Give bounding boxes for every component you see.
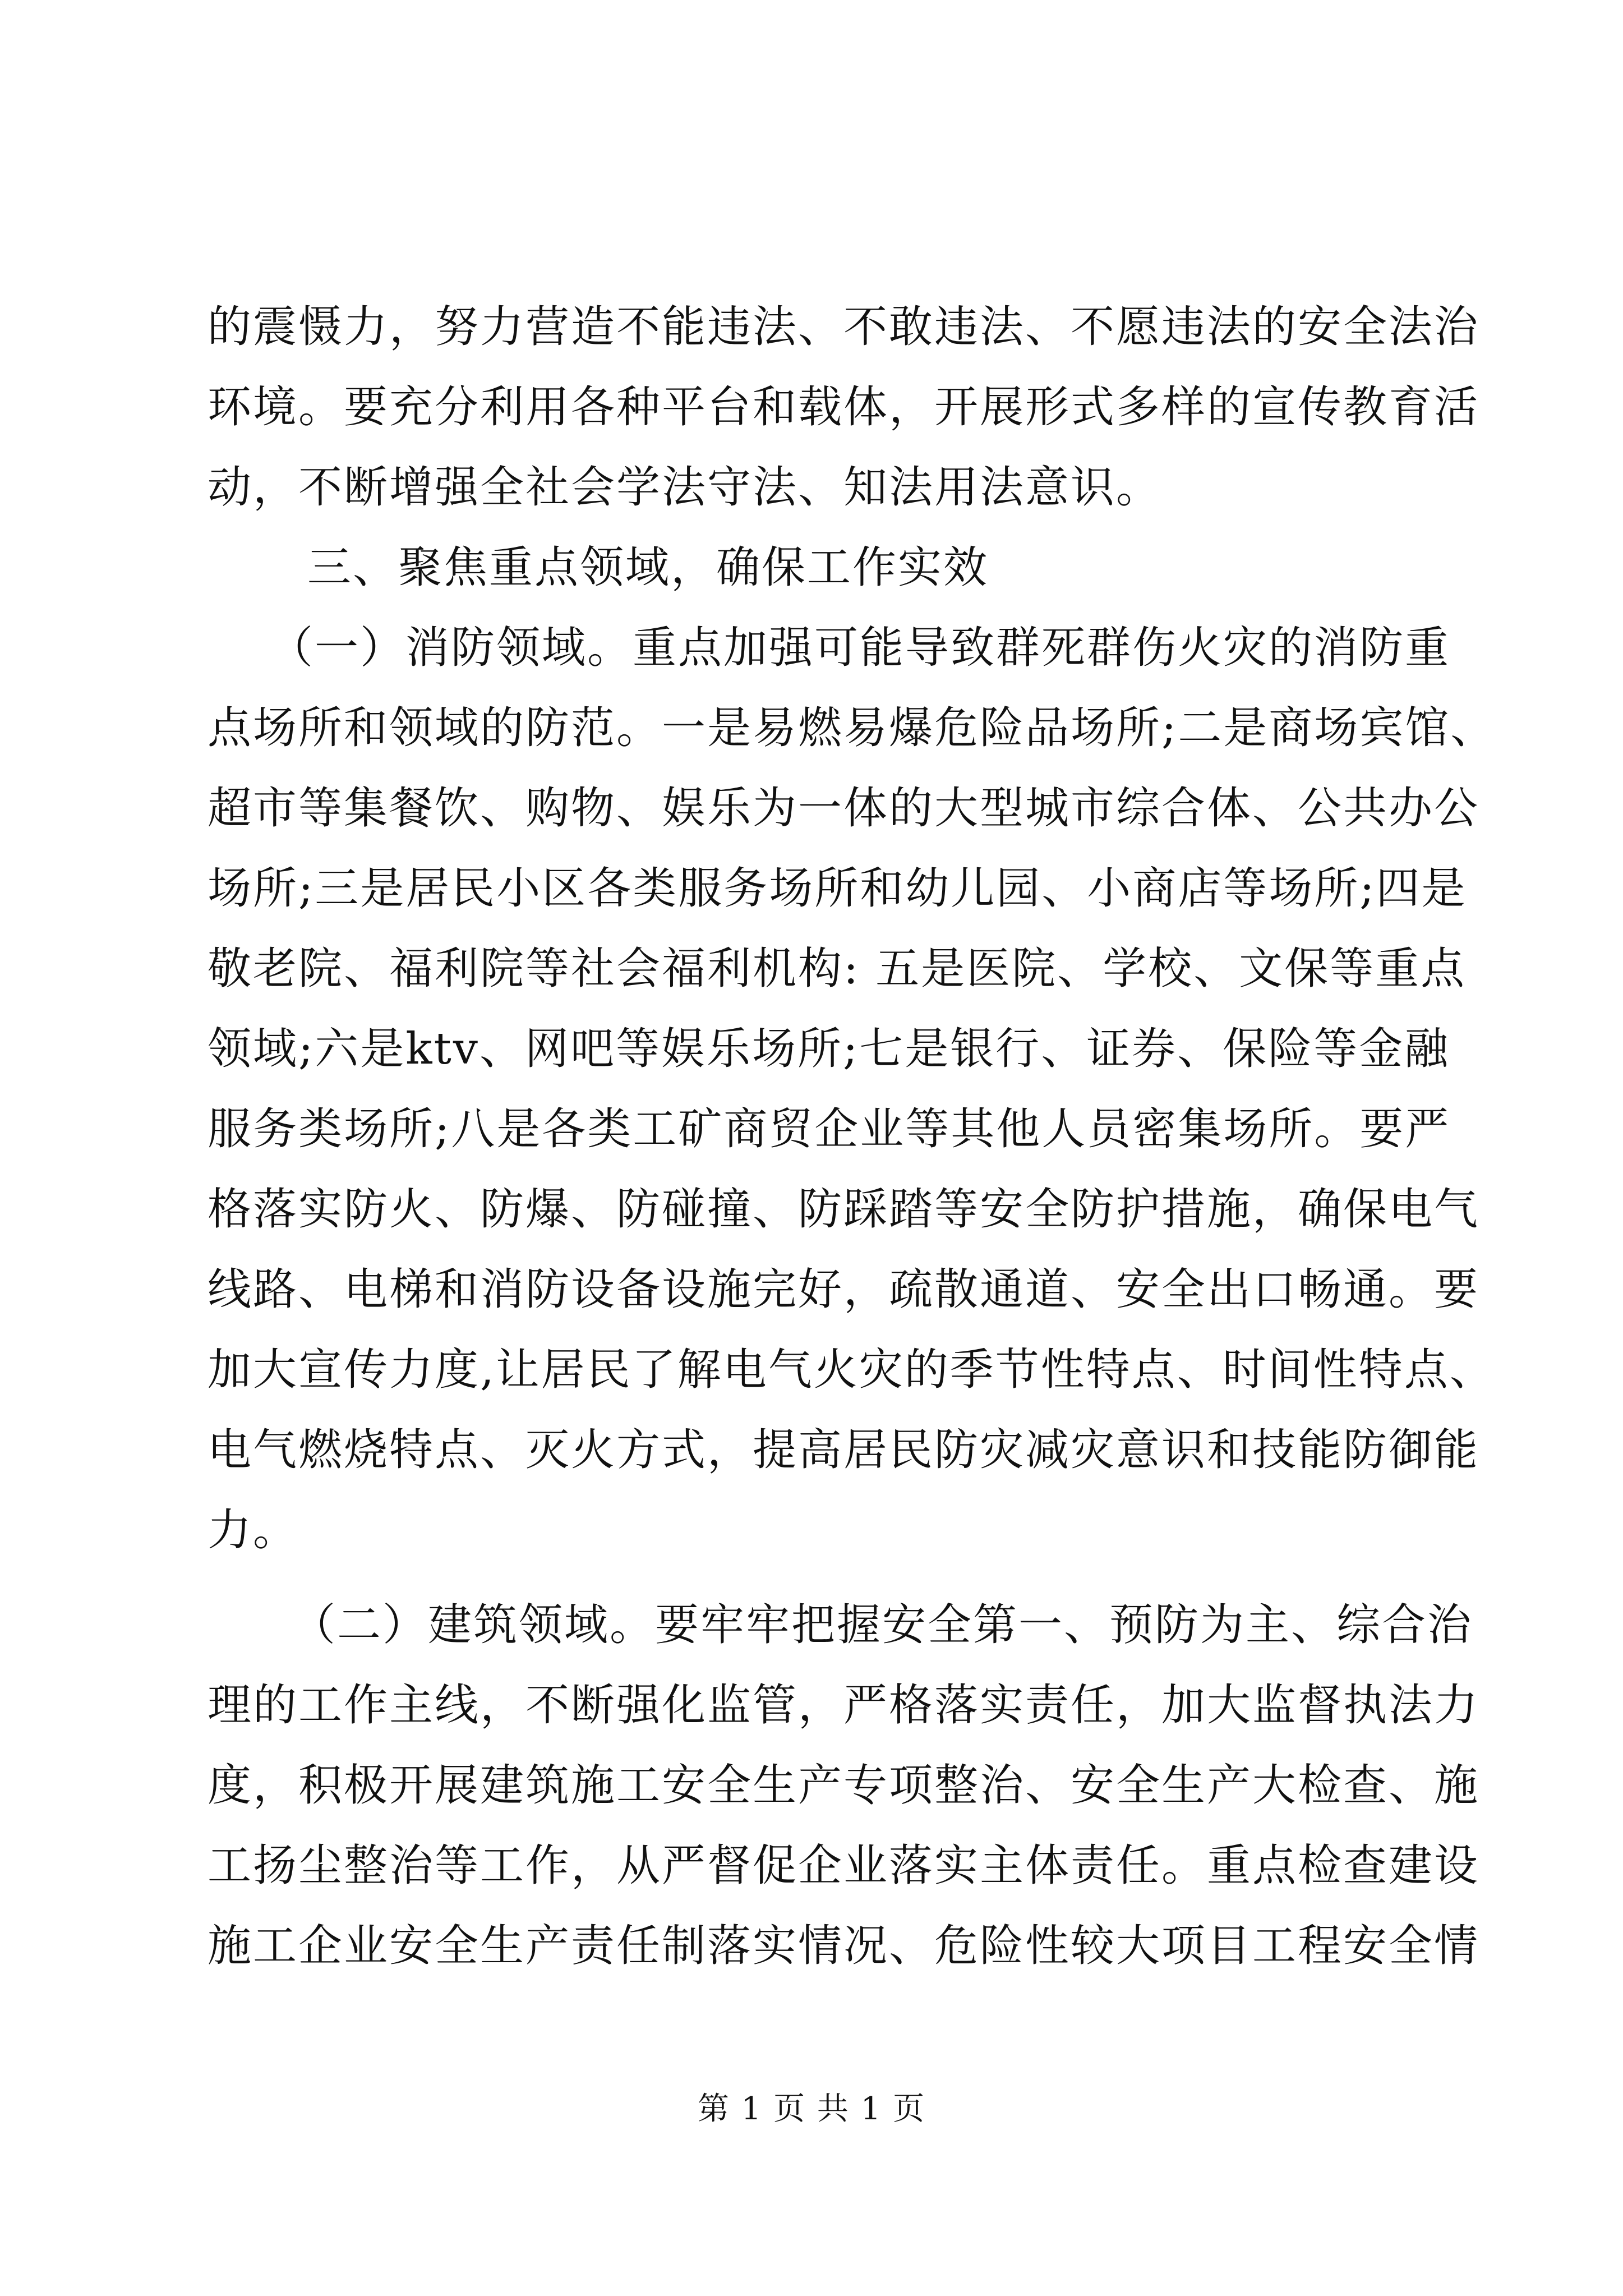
paragraph-line: 线路、电梯和消防设备设施完好，疏散通道、安全出口畅通。要 (208, 1264, 1480, 1315)
paragraph-line: 领域;六是ktv、网吧等娱乐场所;七是银行、证券、保险等金融 (208, 1024, 1450, 1074)
paragraph-line: 理的工作主线，不断强化监管，严格落实责任，加大监督执法力 (208, 1680, 1480, 1731)
page-number-footer: 第 1 页 共 1 页 (697, 2091, 926, 2127)
paragraph-line: 点场所和领域的防范。一是易燃易爆危险品场所;二是商场宾馆、 (208, 703, 1496, 753)
paragraph-gap (208, 1571, 1417, 1585)
paragraph-line: 敬老院、福利院等社会福利机构: 五是医院、学校、文保等重点 (208, 944, 1467, 994)
paragraph-line: 环境。要充分利用各种平台和载体，开展形式多样的宣传教育活 (208, 382, 1480, 432)
paragraph-line: 的震慑力，努力营造不能违法、不敢违法、不愿违法的安全法治 (208, 302, 1480, 352)
paragraph-line: 力。 (208, 1505, 299, 1556)
paragraph-line: 格落实防火、防爆、防碰撞、防踩踏等安全防护措施，确保电气 (208, 1184, 1480, 1235)
paragraph-line: 加大宣传力度,让居民了解电气火灾的季节性特点、时间性特点、 (208, 1345, 1495, 1395)
paragraph-line: （二）建筑领域。要牢牢把握安全第一、预防为主、综合治 (292, 1600, 1473, 1650)
paragraph-line: 超市等集餐饮、购物、娱乐为一体的大型城市综合体、公共办公 (208, 783, 1480, 834)
paragraph-line: 电气燃烧特点、灭火方式，提高居民防灾减灾意识和技能防御能 (208, 1425, 1480, 1475)
paragraph-line: 施工企业安全生产责任制落实情况、危险性较大项目工程安全情 (208, 1921, 1480, 1971)
paragraph-line: 服务类场所;八是各类工矿商贸企业等其他人员密集场所。要严 (208, 1104, 1451, 1154)
paragraph-line: 场所;三是居民小区各类服务场所和幼儿园、小商店等场所;四是 (208, 863, 1467, 914)
section-heading: 三、聚焦重点领域，确保工作实效 (307, 542, 989, 593)
document-body (208, 287, 1496, 1986)
paragraph-line: 度，积极开展建筑施工安全生产专项整治、安全生产大检查、施 (208, 1760, 1480, 1811)
paragraph-line: （一）消防领域。重点加强可能导致群死群伤火灾的消防重 (269, 623, 1451, 673)
paragraph-line: 动，不断增强全社会学法守法、知法用法意识。 (208, 462, 1162, 513)
paragraph-line: 工扬尘整治等工作，从严督促企业落实主体责任。重点检查建设 (208, 1841, 1480, 1891)
